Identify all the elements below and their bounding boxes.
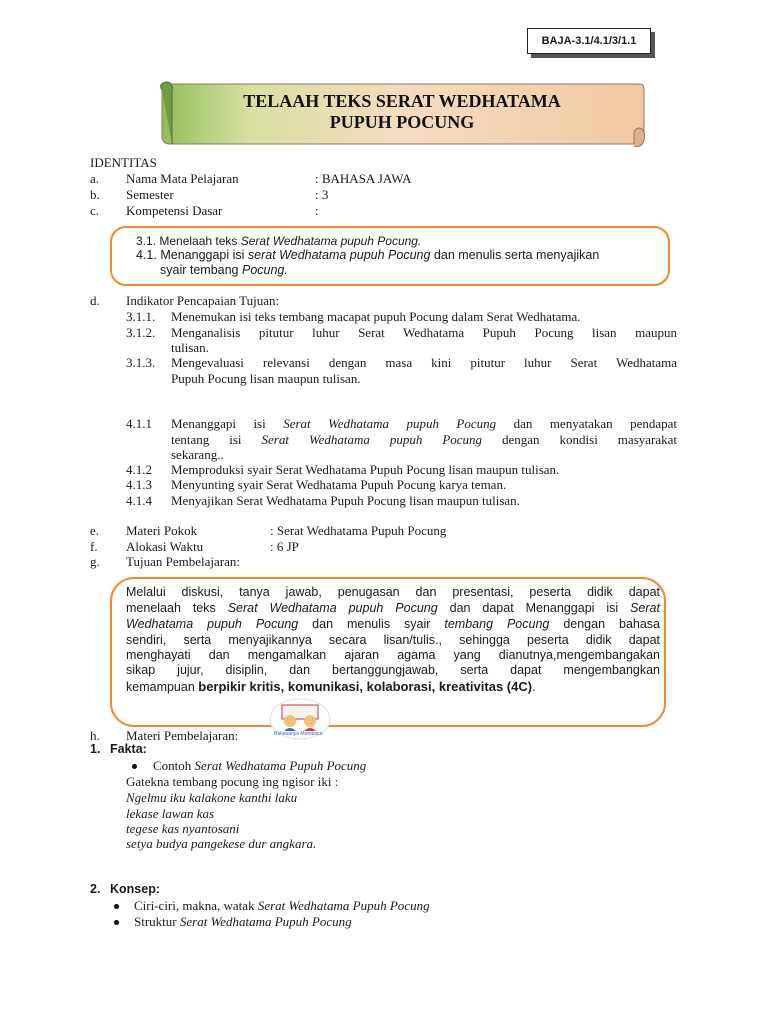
tujuan-letter: g.: [90, 554, 100, 569]
kd-item-2-text: Menanggapi isi: [160, 248, 248, 262]
indikator-heading: Indikator Pencapaian Tujuan:: [126, 293, 280, 308]
tujuan-line-5: menghayati dan mengamalkan ajaran agama yang dianutnya,mengembangakan: [126, 648, 660, 662]
tujuan-l3b: dan menulis syair: [298, 617, 445, 631]
identitas-heading: IDENTITAS: [90, 155, 157, 170]
logo-caption: Bahasanya Membaca: [274, 731, 323, 737]
indikator-411-a1: Menanggapi isi: [171, 416, 284, 431]
contoh-italic: Serat Wedhatama Pupuh Pocung: [194, 758, 367, 773]
indikator-411-b3: dengan kondisi masyarakat: [482, 432, 677, 447]
tujuan-l3c: tembang Pocung: [444, 617, 550, 631]
kd-item-2: [136, 248, 599, 262]
verse-line-4: setya budya pangekese dur angkara.: [126, 836, 317, 851]
bullet-icon: [132, 764, 137, 769]
indikator-313-number: 3.1.3.: [126, 355, 156, 370]
tujuan-line-2: [126, 601, 660, 615]
indikator-412-text: Memproduksi syair Serat Wedhatama Pupuh Pocung lisan maupun tulisan.: [171, 462, 560, 477]
konsep-item-2: [134, 914, 352, 930]
tujuan-l2b: Serat Wedhatama pupuh Pocung: [227, 601, 438, 615]
konsep-item-2-italic: Serat Wedhatama Pupuh Pocung: [179, 914, 352, 929]
title-banner: [158, 78, 646, 150]
identitas-value-a: : BAHASA JAWA: [315, 171, 412, 186]
indikator-411-a2: Serat Wedhatama pupuh Pocung: [283, 416, 497, 431]
fakta-heading: Fakta:: [110, 742, 147, 756]
konsep-heading: Konsep:: [110, 882, 160, 896]
tujuan-l3d: dengan bahasa: [549, 617, 661, 631]
konsep-number: 2.: [90, 882, 101, 896]
school-logo: [268, 697, 332, 741]
konsep-item-1: [134, 898, 430, 914]
tujuan-line-7: [126, 679, 536, 694]
tujuan-l7a: kemampuan: [126, 680, 199, 694]
kd-item-1: [136, 234, 421, 248]
contoh-text: Contoh: [153, 758, 195, 773]
indikator-312-line-2: tulisan.: [171, 340, 209, 355]
kd-item-2-line-2: [160, 263, 288, 277]
indikator-411-number: 4.1.1: [126, 416, 152, 431]
identitas-label-a: Nama Mata Pelajaran: [126, 171, 239, 186]
fakta-number: 1.: [90, 742, 101, 756]
alokasi-waktu-value: : 6 JP: [270, 539, 299, 554]
indikator-411-b2: Serat Wedhatama pupuh Pocung: [261, 432, 483, 447]
indikator-letter: d.: [90, 293, 100, 308]
materi-pokok-label: Materi Pokok: [126, 523, 198, 538]
kd-item-2-italic: serat Wedhatama pupuh Pocung: [247, 248, 431, 262]
indikator-412-number: 4.1.2: [126, 462, 152, 477]
materi-pokok-value: : Serat Wedhatama Pupuh Pocung: [270, 523, 447, 538]
indikator-411-a3: dan menyatakan pendapat: [496, 416, 677, 431]
tujuan-label: Tujuan Pembelajaran:: [126, 554, 240, 569]
identitas-letter-a: a.: [90, 171, 100, 186]
bullet-icon: [114, 920, 119, 925]
identitas-label-b: Semester: [126, 187, 174, 202]
konsep-item-1-text: Ciri-ciri, makna, watak: [134, 898, 258, 913]
document-code: BAJA-3.1/4.1/3/1.1: [527, 28, 651, 54]
indikator-311-number: 3.1.1.: [126, 309, 156, 324]
indikator-313-line-1: Mengevaluasi relevansi dengan masa kini pitutur luhur Serat Wedhatama: [171, 355, 677, 370]
tujuan-line-4: sendiri, serta menyajikannya secara lisan/tulis., sehingga peserta didik dapat: [126, 633, 660, 647]
title-line-1: TELAAH TEKS SERAT WEDHATAMA: [243, 91, 561, 111]
indikator-414-number: 4.1.4: [126, 493, 152, 508]
tujuan-line-3: [126, 617, 660, 631]
indikator-411-line-3: sekarang..: [171, 447, 224, 462]
tujuan-l2d: Serat: [630, 601, 660, 615]
kd-item-2-number: 4.1.: [136, 248, 157, 262]
indikator-411-b1: tentang isi: [171, 432, 262, 447]
indikator-411-line-1: [171, 416, 677, 432]
verse-line-3: tegese kas nyantosani: [126, 821, 240, 836]
bullet-icon: [114, 904, 119, 909]
kd-item-1-text: Menelaah teks: [159, 234, 241, 248]
tujuan-line-6: sikap jujur, disiplin, dan bertanggungjawab, serta dapat mengembangkan: [126, 663, 660, 677]
alokasi-waktu-label: Alokasi Waktu: [126, 539, 204, 554]
verse-line-1: Ngelmu iku kalakone kanthi laku: [126, 790, 298, 805]
verse-line-2: lekase lawan kas: [126, 806, 215, 821]
materi-pokok-letter: e.: [90, 523, 100, 538]
gatekna-line: Gatekna tembang pocung ing ngisor iki :: [126, 774, 339, 789]
tujuan-line-1: Melalui diskusi, tanya jawab, penugasan dan presentasi, peserta didik dapat: [126, 585, 660, 599]
tujuan-l7b-4c: berpikir kritis, komunikasi, kolaborasi, kreativitas (4C): [198, 679, 533, 694]
indikator-312-line-1: Menganalisis pitutur luhur Serat Wedhatama Pupuh Pocung lisan maupun: [171, 325, 677, 340]
identitas-letter-b: b.: [90, 187, 100, 202]
tujuan-l3a: Wedhatama pupuh Pocung: [126, 617, 299, 631]
identitas-label-c: Kompetensi Dasar: [126, 203, 223, 218]
konsep-item-2-text: Struktur: [134, 914, 180, 929]
contoh-line: [153, 758, 366, 774]
tujuan-l2c: dan dapat Menanggapi isi: [437, 601, 631, 615]
identitas-value-b: : 3: [315, 187, 329, 202]
kd-item-2-line2-text: syair tembang: [160, 263, 242, 277]
indikator-313-line-2: Pupuh Pocung lisan maupun tulisan.: [171, 371, 361, 386]
kd-item-2-line2-italic: Pocung.: [241, 263, 288, 277]
indikator-311-text: Menemukan isi teks tembang macapat pupuh Pocung dalam Serat Wedhatama.: [171, 309, 581, 324]
materi-heading: Materi Pembelajaran:: [126, 728, 239, 743]
indikator-414-text: Menyajikan Serat Wedhatama Pupuh Pocung lisan maupun tulisan.: [171, 493, 520, 508]
kd-item-1-number: 3.1.: [136, 234, 157, 248]
identitas-letter-c: c.: [90, 203, 100, 218]
identitas-value-c: :: [315, 203, 319, 218]
indikator-411-line-2: [171, 432, 677, 448]
tujuan-l7c: .: [532, 680, 536, 694]
indikator-413-text: Menyunting syair Serat Wedhatama Pupuh Pocung karya teman.: [171, 477, 507, 492]
materi-letter: h.: [90, 728, 100, 743]
kd-item-1-italic: Serat Wedhatama pupuh Pocung.: [240, 234, 422, 248]
indikator-312-number: 3.1.2.: [126, 325, 156, 340]
kd-item-2-tail: dan menulis serta menyajikan: [430, 248, 600, 262]
tujuan-l2a: menelaah teks: [126, 601, 228, 615]
konsep-item-1-italic: Serat Wedhatama Pupuh Pocung: [257, 898, 430, 913]
title-line-2: PUPUH POCUNG: [329, 112, 475, 132]
alokasi-waktu-letter: f.: [90, 539, 98, 554]
indikator-413-number: 4.1.3: [126, 477, 152, 492]
